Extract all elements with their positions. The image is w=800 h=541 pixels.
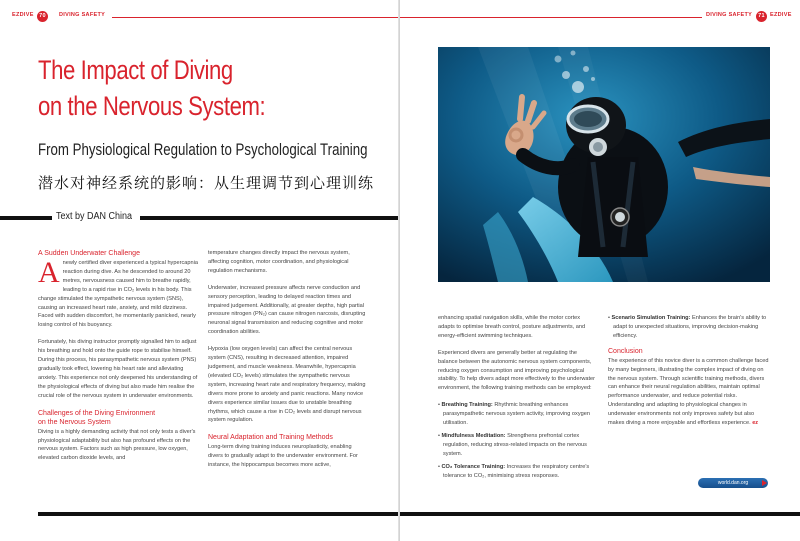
paragraph: Experienced divers are generally better at regulating the balance between the autonomic nervous system components, reducing oxygen consumption and improving psychological stability. To help divers adapt more effectively to the underwater environment, the following training methods can be employed:: [438, 349, 596, 392]
paragraph: The experience of this novice diver is a common challenge faced by many beginners, illustrating the complex impact of diving on the nervous system. Through scientific training methods, divers can enhance their neural regulation abilities, maintain optimal performance underwater, and reduce potential risks. Understanding and adapting to physiological changes in underwater environments not only improves safety but also makes diving a more enjoyable and effortless experience. ez: [608, 357, 769, 427]
training-list: [438, 401, 598, 480]
diver-illustration: [438, 47, 770, 282]
article-title: [38, 52, 317, 124]
url-badge[interactable]: world.dan.org: [698, 478, 768, 488]
article-subtitle: From Physiological Regulation to Psychological Training: [38, 140, 368, 159]
paragraph: enhancing spatial navigation skills, while the motor cortex adapts to optimise breath control, posture adjustments, and energy-efficient swimming techniques.: [438, 315, 586, 339]
paragraph: Underwater, increased pressure affects nerve conduction and sensory perception, leading to delayed reaction times and impaired judgement. Additionally, at greater depths, high partial pressure nitrogen (PN₂) can cause nitrogen narcosis, disrupting neuronal signal transmission and reducing cognitive and motor coordination abilities.: [208, 284, 366, 336]
header-rule: [112, 17, 400, 18]
list-item: • Breathing Training: Rhythmic breathing enhances parasympathetic nervous system activity, improving oxygen utilisation.: [438, 402, 590, 427]
list-item: • CO₂ Tolerance Training: Increases the respiratory centre's tolerance to CO₂, minimising stress responses.: [438, 463, 590, 479]
section-label: DIVING SAFETY: [706, 12, 753, 18]
byline-bar-right: [140, 216, 400, 220]
paragraph: Hypoxia (low oxygen levels) can affect the central nervous system (CNS), resulting in decreased attention, impaired judgement, and muscle weakness. Meanwhile, hypercapnia (elevated CO₂ levels) stimulates the sympathetic nervous system, increasing heart rate and respiratory frequency, making divers more prone to anxiety and panic reactions. Many novice divers experience similar issues due to unstable breathing rhythms, which cause a rise in CO₂ levels and disrupt nervous system regulation.: [208, 346, 366, 424]
page-number: 71: [756, 11, 767, 22]
chinese-title: 潜水对神经系统的影响：从生理调节到心理训练: [38, 174, 375, 192]
arrow-right-icon: [762, 480, 767, 486]
byline-bar: [0, 216, 52, 220]
left-header: [12, 12, 400, 22]
column-4: [608, 314, 770, 436]
paragraph: Diving is a highly demanding activity that not only tests a diver's physiological adaptability but also has profound effects on the nervous system. Factors such as high pressure, low oxygen, elevated carbon dioxide levels, and: [38, 428, 196, 462]
column-3: [438, 314, 598, 487]
paragraph: Fortunately, his diving instructor promptly signalled him to adjust his breathing and hold onto the guide rope to stabilise himself. During this process, his parasympathetic nervous system (PNS) gradually took effect, lowering his heart rate and alleviating anxiety. This experience not only deepened his understanding of the physiological effects of diving but also made him realise the crucial role of the nervous system in underwater environments.: [38, 339, 198, 399]
paragraph: Long-term diving training induces neuroplasticity, enabling divers to gradually adapt to the underwater environment. For instance, the hippocampus becomes more active,: [208, 444, 358, 469]
section-heading: Neural Adaptation and Training Methods: [208, 434, 333, 442]
end-mark: ez: [752, 420, 759, 427]
diver-photo: [438, 47, 770, 282]
drop-cap: A: [38, 256, 60, 289]
list-item: • Mindfulness Meditation: Strengthens prefrontal cortex regulation, reducing stress-related impacts on the nervous system.: [438, 432, 587, 457]
paragraph: temperature changes directly impact the nervous system, affecting cognition, motor coordination, and physiological regulation mechanisms.: [208, 250, 350, 274]
header-rule: [400, 17, 702, 18]
training-list: [608, 314, 770, 341]
bottom-rule: [38, 512, 400, 516]
title-line-1: The Impact of Diving: [38, 55, 233, 85]
column-1: [38, 249, 198, 471]
bottom-rule: [400, 512, 800, 516]
byline: Text by DAN China: [56, 211, 133, 222]
brand-label: EZDIVE: [12, 12, 34, 18]
section-heading: Conclusion: [608, 347, 643, 355]
brand-label: EZDIVE: [770, 12, 792, 18]
list-item: • Scenario Simulation Training: Enhances the brain's ability to adapt to unexpected situations, improving decision-making efficiency.: [608, 315, 767, 339]
right-header: [400, 12, 792, 22]
section-label: DIVING SAFETY: [59, 12, 106, 18]
title-line-2: on the Nervous System:: [38, 91, 266, 121]
section-heading: A Sudden Underwater Challenge: [38, 250, 140, 257]
section-heading: Challenges of the Diving Environment on the Nervous System: [38, 409, 156, 426]
column-2: [208, 249, 368, 478]
page-number: 70: [37, 11, 48, 22]
paragraph: Anewly certified diver experienced a typical hypercapnia reaction during dive. As he descended to around 20 metres, nervousness caused him to breathe rapidly, leading to a rapid rise in CO₂ levels in his body. This change stimulated the sympathetic nervous system (SNS), causing an increased heart rate, anxiety, and mild dizziness. Faced with sudden discomfort, he momentarily panicked, nearly losing control of his buoyancy.: [38, 256, 198, 329]
